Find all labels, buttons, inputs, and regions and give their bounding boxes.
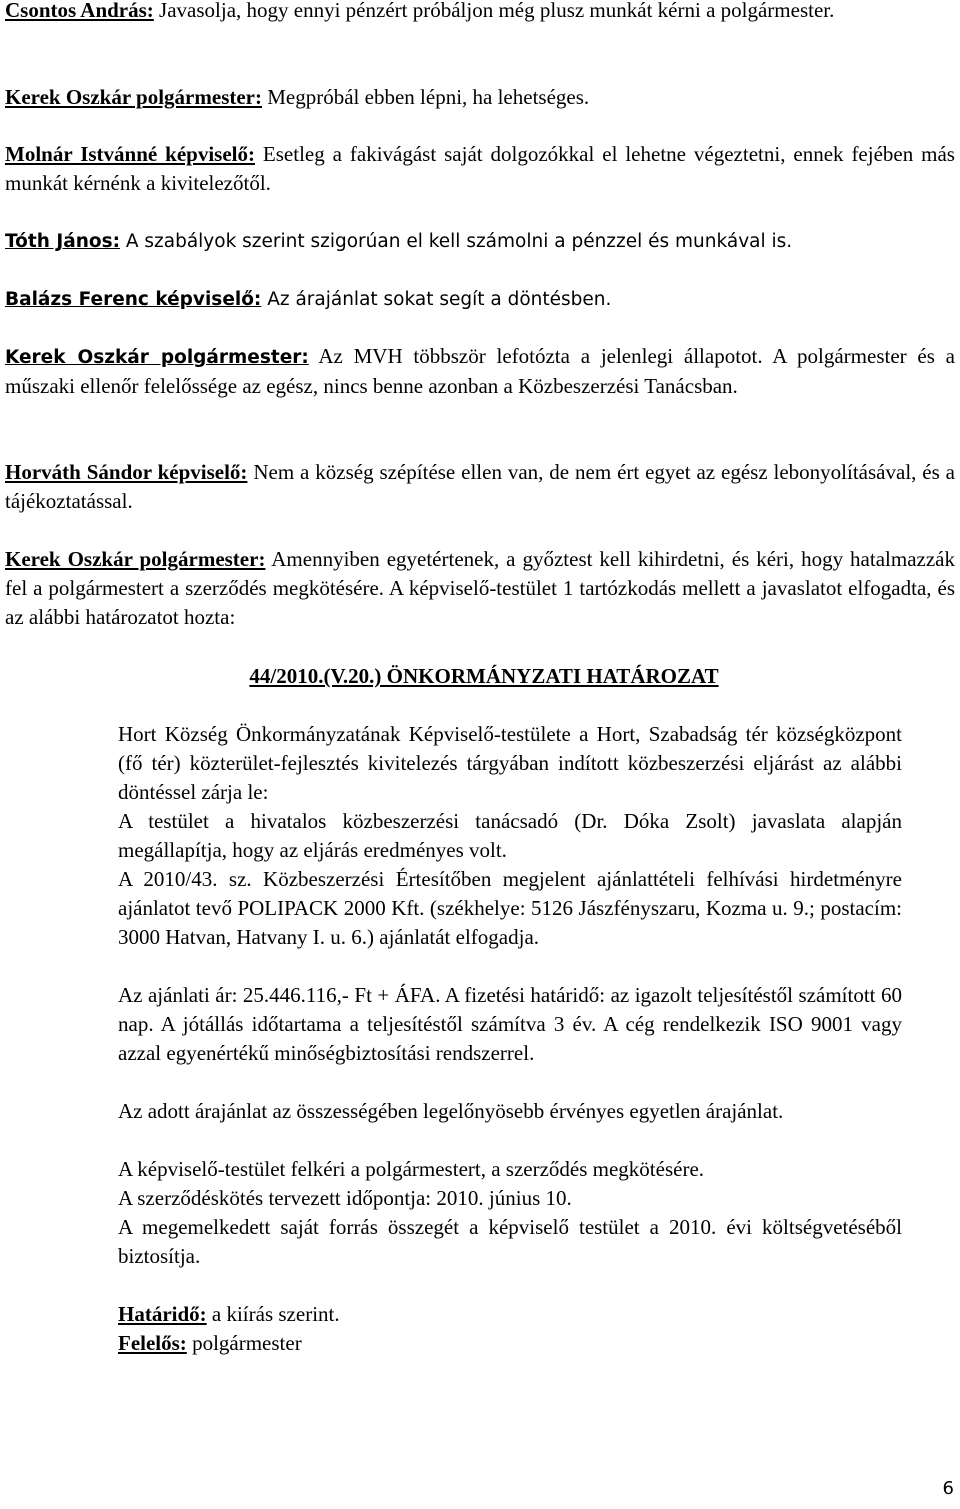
resolution-paragraph: A testület a hivatalos közbeszerzési tanácsadó (Dr. Dóka Zsolt) javaslata alapján megállapítja, hogy az eljárás eredményes volt.	[118, 809, 902, 862]
statement-text: Nem a község szépítése ellen van, de nem ért egyet az egész lebonyolításával, és a tájékoztatással.	[5, 460, 955, 513]
speaker-name: Balázs Ferenc képviselő:	[5, 289, 262, 310]
statement-toth	[5, 227, 955, 256]
statement-kerek-2	[5, 342, 955, 401]
statement-kerek-3	[5, 545, 955, 632]
deadline-value: a kiírás szerint.	[206, 1302, 340, 1326]
statement-balazs	[5, 285, 955, 314]
statement-text: Az árajánlat sokat segít a döntésben.	[261, 289, 612, 310]
speaker-name: Kerek Oszkár polgármester:	[5, 347, 309, 368]
speaker-name: Kerek Oszkár polgármester:	[5, 85, 262, 109]
speaker-name: Molnár Istvánné képviselő:	[5, 142, 255, 166]
statement-csontos	[5, 0, 955, 25]
speaker-name: Kerek Oszkár polgármester:	[5, 547, 266, 571]
statement-kerek-1	[5, 83, 955, 112]
statement-molnar	[5, 140, 955, 198]
resolution-deadline	[118, 1300, 902, 1329]
speaker-name: Horváth Sándor képviselő:	[5, 460, 248, 484]
statement-horvath	[5, 458, 955, 516]
statement-text: Javasolja, hogy ennyi pénzért próbáljon még plusz munkát kérni a polgármester.	[153, 0, 835, 22]
responsible-value: polgármester	[186, 1331, 302, 1355]
statement-text: Esetleg a fakivágást saját dolgozókkal el lehetne végeztetni, ennek fejében más munkát kérnénk a kivitelezőtől.	[5, 142, 955, 195]
resolution-title: 44/2010.(V.20.) ÖNKORMÁNYZATI HATÁROZAT	[249, 664, 719, 688]
page-number: 6	[942, 1478, 954, 1499]
resolution-paragraph: A megemelkedett saját forrás összegét a képviselő testület a 2010. évi költségvetéséből biztosítja.	[118, 1215, 902, 1268]
responsible-label: Felelős:	[118, 1331, 187, 1355]
resolution-paragraph: A 2010/43. sz. Közbeszerzési Értesítőben megjelent ajánlattételi felhívási hirdetményre ajánlatot tevő POLIPACK 2000 Kft. (székhelye: 5126 Jászfényszaru, Kozma u. 9.; postacím: 3000 Hatvan, Hatvany I. u. 6.) ajánlatát elfogadja.	[118, 867, 902, 949]
resolution-paragraph: A képviselő-testület felkéri a polgármestert, a szerződés megkötésére.	[118, 1157, 705, 1181]
resolution-paragraph: Az adott árajánlat az összességében legelőnyösebb érvényes egyetlen árajánlat.	[118, 1099, 784, 1123]
statement-text: Amennyiben egyetértenek, a győztest kell kihirdetni, és kéri, hogy hatalmazzák fel a polgármestert a szerződés megkötésére. A képviselő-testület 1 tartózkodás mellett a javaslatot elfogadta, és az alábbi határozatot hozta:	[5, 547, 955, 629]
resolution-responsible	[118, 1329, 902, 1358]
speaker-name: Tóth János:	[5, 231, 120, 252]
statement-text: Az MVH többször lefotózta a jelenlegi állapotot. A polgármester és a műszaki ellenőr felelőssége az egész, nincs benne azonban a Közbeszerzési Tanácsban.	[5, 344, 955, 398]
resolution-paragraph: A szerződéskötés tervezett időpontja: 2010. június 10.	[118, 1186, 572, 1210]
statement-text: A szabályok szerint szigorúan el kell számolni a pénzzel és munkával is.	[119, 231, 793, 252]
deadline-label: Határidő:	[118, 1302, 207, 1326]
statement-text: Megpróbál ebben lépni, ha lehetséges.	[262, 85, 590, 109]
speaker-name: Csontos András:	[5, 0, 154, 22]
resolution-paragraph: Az ajánlati ár: 25.446.116,- Ft + ÁFA. A fizetési határidő: az igazolt teljesítéstől számított 60 nap. A jótállás időtartama a teljesítéstől számítva 3 év. A cég rendelkezik ISO 9001 vagy azzal egyenértékű minőségbiztosítási rendszerrel.	[118, 983, 902, 1065]
resolution-paragraph: Hort Község Önkormányzatának Képviselő-testülete a Hort, Szabadság tér községközpont (fő tér) közterület-fejlesztés kivitelezés tárgyában indított közbeszerzési eljárást az alábbi döntéssel zárja le:	[118, 722, 902, 804]
